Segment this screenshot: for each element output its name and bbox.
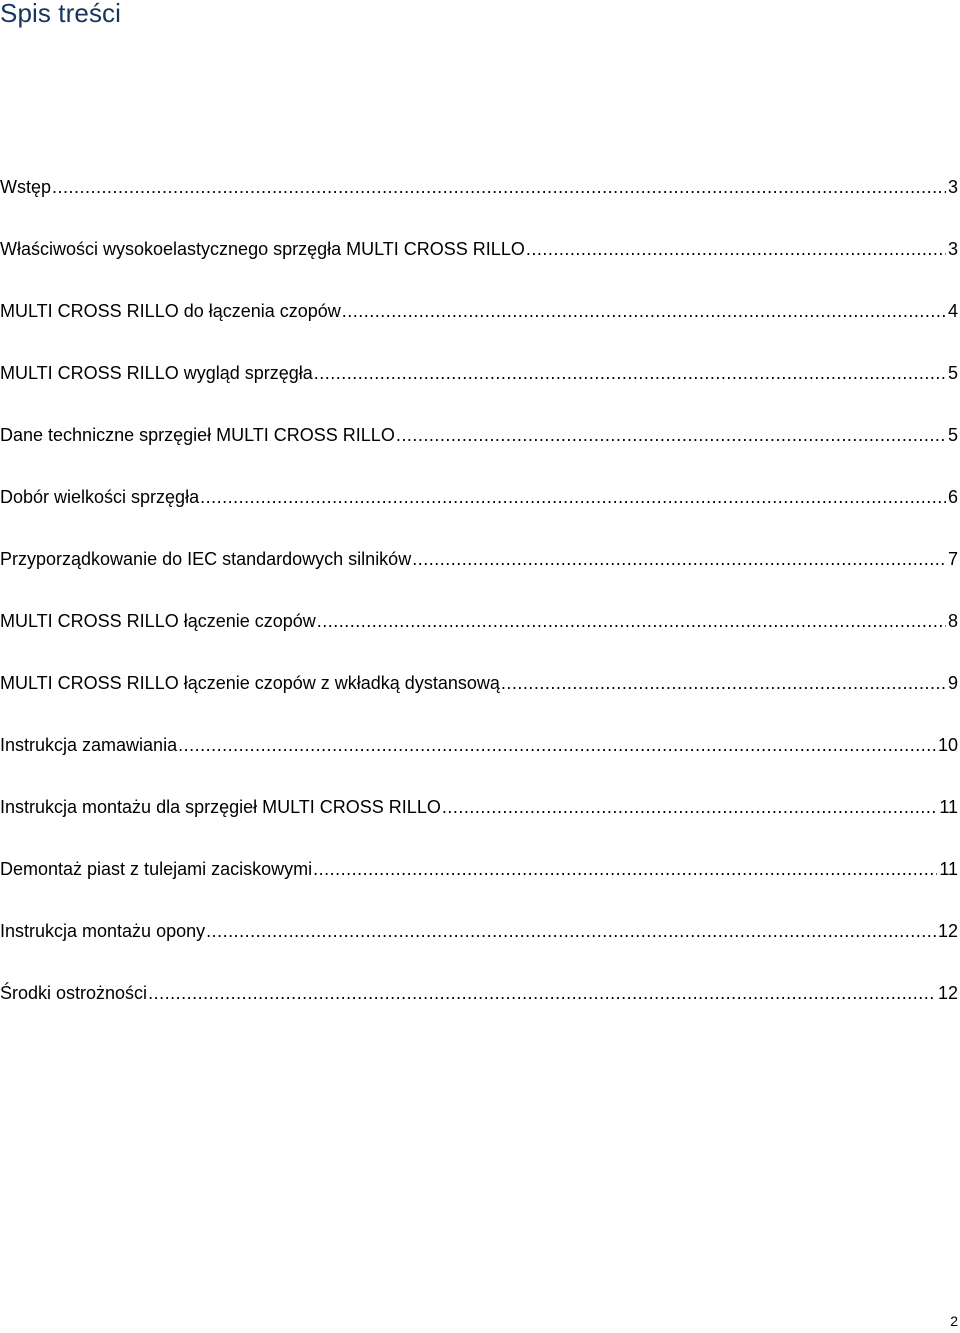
toc-entry-page: 3 xyxy=(947,239,958,259)
toc-entry-page: 12 xyxy=(937,921,958,941)
toc-entry-dobor-wielkosci[interactable] xyxy=(0,482,958,544)
toc-entry-label: Instrukcja montażu dla sprzęgieł MULTI CROSS RILLO xyxy=(0,797,441,817)
toc-dot-leader xyxy=(501,668,946,698)
toc-entry-label: Wstęp xyxy=(0,177,52,197)
toc-entry-page: 11 xyxy=(939,797,958,817)
toc-entry-srodki-ostroznosci[interactable] xyxy=(0,978,958,1040)
toc-dot-leader xyxy=(313,854,937,884)
toc-entry-page: 8 xyxy=(947,611,958,631)
table-of-contents xyxy=(0,172,958,1040)
page-title: Spis treści xyxy=(0,0,122,28)
toc-dot-leader xyxy=(412,544,946,574)
toc-entry-page: 12 xyxy=(937,983,958,1003)
toc-entry-montaz-opony[interactable] xyxy=(0,916,958,978)
toc-entry-label: Dane techniczne sprzęgieł MULTI CROSS RILLO xyxy=(0,425,395,445)
toc-entry-laczenie-czopow-2[interactable] xyxy=(0,606,958,668)
toc-entry-wlasciwosci[interactable] xyxy=(0,234,958,296)
toc-entry-label: Instrukcja montażu opony xyxy=(0,921,206,941)
toc-entry-label: Instrukcja zamawiania xyxy=(0,735,178,755)
toc-entry-wyglad-sprzegla[interactable] xyxy=(0,358,958,420)
toc-dot-leader xyxy=(314,358,946,388)
toc-entry-demontaz-piast[interactable] xyxy=(0,854,958,916)
toc-entry-label: Środki ostrożności xyxy=(0,983,148,1003)
toc-entry-page: 3 xyxy=(947,177,958,197)
toc-dot-leader xyxy=(396,420,946,450)
toc-entry-label: MULTI CROSS RILLO łączenie czopów z wkładką dystansową xyxy=(0,673,500,693)
toc-dot-leader xyxy=(526,234,946,264)
toc-entry-page: 10 xyxy=(937,735,958,755)
toc-entry-label: Przyporządkowanie do IEC standardowych silników xyxy=(0,549,412,569)
toc-entry-iec-silniki[interactable] xyxy=(0,544,958,606)
toc-entry-label: Dobór wielkości sprzęgła xyxy=(0,487,200,507)
toc-dot-leader xyxy=(342,296,946,326)
toc-entry-label: MULTI CROSS RILLO wygląd sprzęgła xyxy=(0,363,313,383)
toc-entry-wstep[interactable] xyxy=(0,172,958,234)
toc-entry-label: Demontaż piast z tulejami zaciskowymi xyxy=(0,859,313,879)
toc-entry-wkladka-dystansowa[interactable] xyxy=(0,668,958,730)
toc-dot-leader xyxy=(442,792,937,822)
toc-entry-laczenie-czopow[interactable] xyxy=(0,296,958,358)
page-number: 2 xyxy=(950,1313,958,1329)
toc-entry-page: 5 xyxy=(947,363,958,383)
toc-entry-page: 11 xyxy=(939,859,958,879)
toc-entry-dane-techniczne[interactable] xyxy=(0,420,958,482)
toc-entry-page: 6 xyxy=(947,487,958,507)
toc-entry-instrukcja-montazu[interactable] xyxy=(0,792,958,854)
toc-dot-leader xyxy=(178,730,936,760)
toc-entry-label: Właściwości wysokoelastycznego sprzęgła MULTI CROSS RILLO xyxy=(0,239,525,259)
toc-entry-page: 5 xyxy=(947,425,958,445)
toc-entry-page: 4 xyxy=(947,301,958,321)
toc-dot-leader xyxy=(148,978,936,1008)
toc-entry-label: MULTI CROSS RILLO łączenie czopów xyxy=(0,611,316,631)
toc-entry-page: 9 xyxy=(947,673,958,693)
toc-entry-instrukcja-zamawiania[interactable] xyxy=(0,730,958,792)
toc-entry-page: 7 xyxy=(947,549,958,569)
toc-dot-leader xyxy=(206,916,936,946)
toc-dot-leader xyxy=(317,606,946,636)
toc-dot-leader xyxy=(200,482,946,512)
toc-dot-leader xyxy=(52,172,946,202)
toc-entry-label: MULTI CROSS RILLO do łączenia czopów xyxy=(0,301,341,321)
